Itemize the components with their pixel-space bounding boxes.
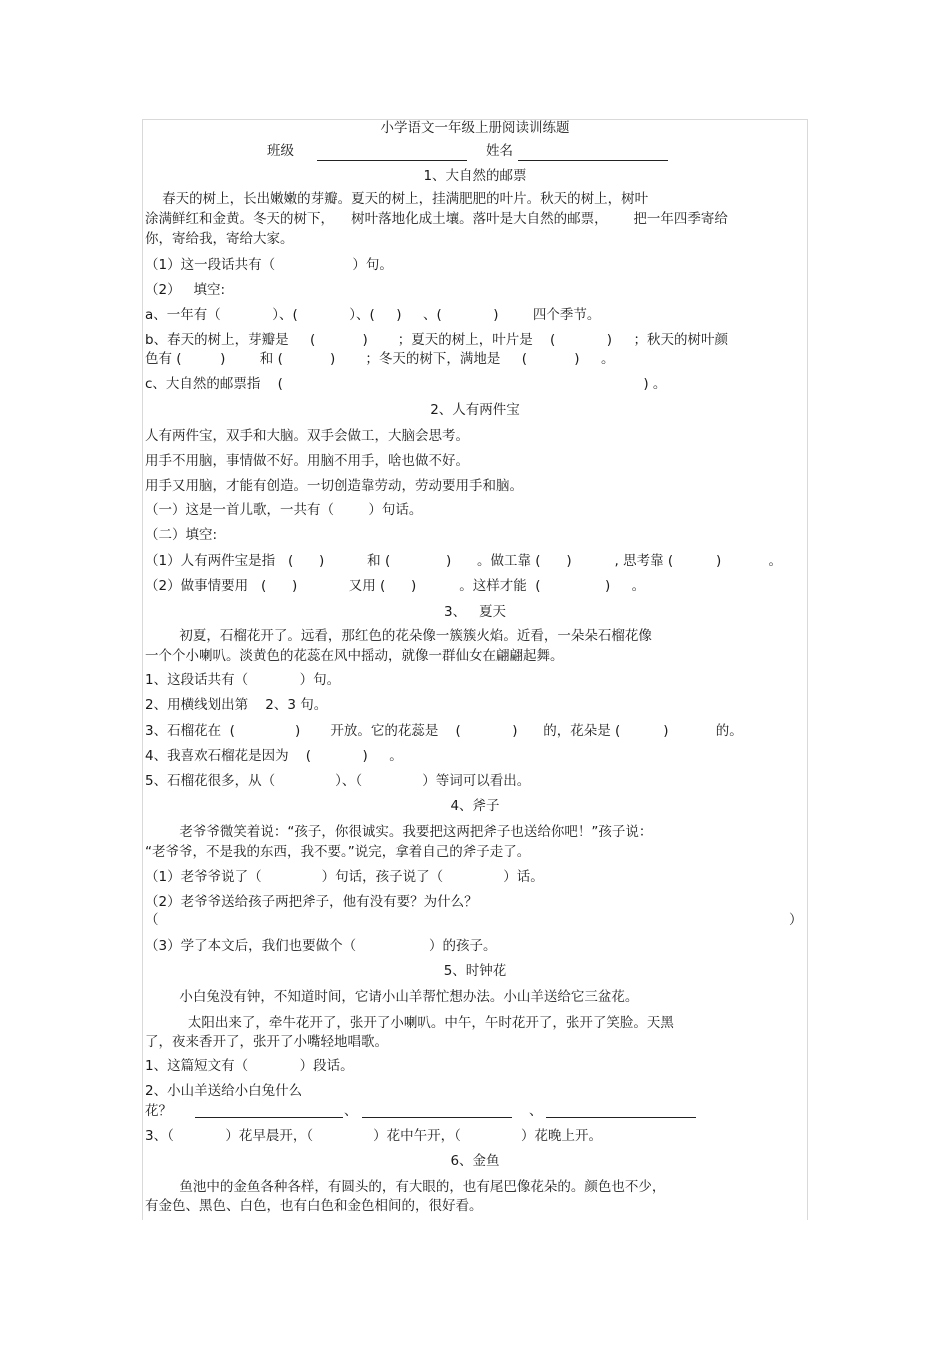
section-5-heading: 5、时钟花: [443, 963, 507, 979]
section-6-heading: 6、金鱼: [450, 1153, 500, 1169]
section-4-answer-close-paren: ）: [789, 912, 803, 928]
section-5-paragraph-line: 了，夜来香开了，张开了小嘴轻地唱歌。: [145, 1034, 388, 1050]
section-5-answer-line[interactable]: [546, 1117, 696, 1118]
section-3-question: 4、我喜欢石榴花是因为 ( ) 。: [145, 748, 403, 764]
section-4-heading: 4、斧子: [450, 798, 500, 814]
section-4-question: （3）学了本文后，我们也要做个（ ）的孩子。: [145, 938, 497, 954]
section-5-question: 3、（ ）花早晨开，（ ）花中午开，（ ）花晚上开。: [145, 1128, 602, 1144]
section-1-heading: 1、大自然的邮票: [423, 168, 527, 184]
section-5-question: 2、小山羊送给小白兔什么: [145, 1083, 303, 1099]
worksheet-page: [142, 119, 808, 1220]
section-5-paragraph-line: 小白兔没有钟，不知道时间，它请小山羊帮忙想办法。小山羊送给它三盆花。: [145, 989, 639, 1005]
answer-separator: 、: [529, 1103, 543, 1119]
section-2-question: （2）做事情要用 ( ) 又用 ( ) 。这样才能 ( ) 。: [145, 578, 646, 594]
section-4-question: （1）老爷爷说了（ ）句话，孩子说了（ ）话。: [145, 869, 544, 885]
section-3-question: 2、用横线划出第 2、3 句。: [145, 697, 328, 713]
section-5-answer-line[interactable]: [195, 1117, 343, 1118]
name-answer-line[interactable]: [518, 160, 668, 161]
section-3-question: 3、石榴花在 ( ) 开放。它的花蕊是 ( ) 的，花朵是 ( ) 的。: [145, 723, 743, 739]
section-2-question: （1）人有两件宝是指 ( ) 和 ( ) 。做工靠 ( ) , 思考靠 ( ) 。: [145, 553, 783, 569]
section-1-paragraph-line: 春天的树上，长出嫩嫩的芽瓣。夏天的树上，挂满肥肥的叶片。秋天的树上，树叶: [145, 191, 649, 207]
section-2-question: （二）填空:: [145, 527, 218, 543]
answer-separator: 、: [344, 1103, 358, 1119]
section-1-question: b、春天的树上，芽瓣是 ( ) ；夏天的树上，叶片是 ( ) ；秋天的树叶颜: [145, 332, 728, 348]
section-1-question: （2） 填空:: [145, 282, 226, 298]
section-1-question: 色有 ( ) 和 ( ) ；冬天的树下，满地是 ( ) 。: [145, 351, 615, 367]
section-2-poem-line: 用手不用脑，事情做不好。用脑不用手，啥也做不好。: [145, 453, 469, 469]
section-5-question: 花？: [145, 1103, 172, 1119]
section-3-question: 5、石榴花很多，从（ ）、（ ）等词可以看出。: [145, 773, 531, 789]
section-5-paragraph-line: 太阳出来了，牵牛花开了，张开了小喇叭。中午，午时花开了，张开了笑脸。天黑: [145, 1015, 674, 1031]
section-6-paragraph-line: 有金色、黑色、白色，也有白色和金色相间的，很好看。: [145, 1198, 483, 1214]
section-2-poem-line: 用手又用脑，才能有创造。一切创造靠劳动，劳动要用手和脑。: [145, 478, 523, 494]
section-1-question: c、大自然的邮票指 ( ) 。: [145, 376, 667, 392]
section-5-question: 1、这篇短文有（ ）段话。: [145, 1058, 354, 1074]
name-label: 姓名: [486, 143, 513, 159]
section-3-question: 1、这段话共有（ ）句。: [145, 672, 341, 688]
section-5-answer-line[interactable]: [362, 1117, 512, 1118]
section-1-paragraph-line: 涂满鲜红和金黄。冬天的树下， 树叶落地化成土壤。落叶是大自然的邮票， 把一年四季寄给: [145, 211, 728, 227]
section-6-paragraph-line: 鱼池中的金鱼各种各样，有圆头的，有大眼的，也有尾巴像花朵的。颜色也不少，: [145, 1179, 666, 1195]
section-4-question: （2）老爷爷送给孩子两把斧子，他有没有要？为什么？: [145, 894, 478, 910]
class-label: 班级: [267, 143, 294, 159]
class-answer-line[interactable]: [317, 160, 467, 161]
section-3-paragraph-line: 一个个小喇叭。淡黄色的花蕊在风中摇动，就像一群仙女在翩翩起舞。: [145, 648, 564, 664]
section-2-poem-line: 人有两件宝，双手和大脑。双手会做工，大脑会思考。: [145, 428, 469, 444]
section-1-question: a、一年有（ ）、( ）、( ) 、( ) 四个季节。: [145, 307, 601, 323]
section-1-paragraph-line: 你，寄给我，寄给大家。: [145, 231, 294, 247]
section-4-paragraph-line: “老爷爷，不是我的东西，我不要。”说完，拿着自己的斧子走了。: [145, 844, 531, 860]
section-4-paragraph-line: 老爷爷微笑着说：“孩子，你很诚实。我要把这两把斧子也送给你吧！”孩子说：: [145, 824, 653, 840]
section-2-heading: 2、人有两件宝: [430, 402, 520, 418]
worksheet-title: 小学语文一年级上册阅读训练题: [380, 120, 570, 136]
section-2-question: （一）这是一首儿歌，一共有（ ）句话。: [145, 502, 423, 518]
section-3-paragraph-line: 初夏，石榴花开了。远看，那红色的花朵像一簇簇火焰。近看，一朵朵石榴花像: [145, 628, 652, 644]
section-3-heading: 3、 夏天: [444, 604, 506, 620]
section-4-answer-open-paren: （: [145, 912, 159, 928]
section-1-question: （1）这一段话共有（ ）句。: [145, 257, 393, 273]
